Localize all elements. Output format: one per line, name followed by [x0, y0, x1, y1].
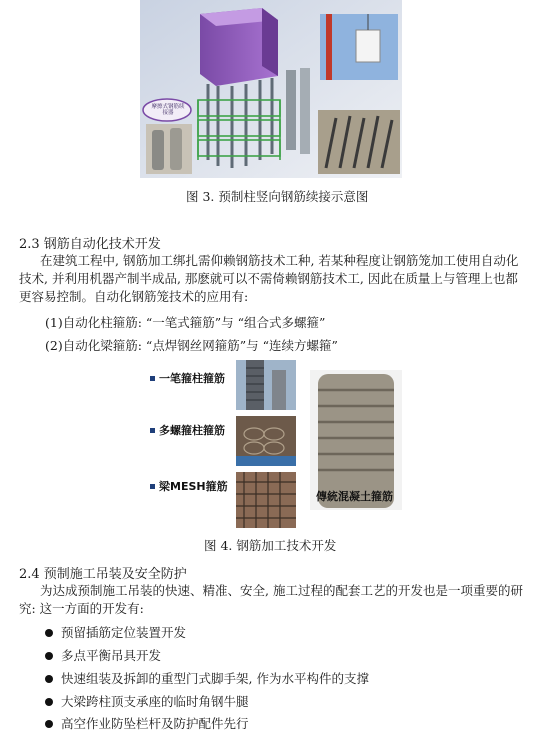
coupler-callout: 摩擦式钢筋续接器 — [151, 104, 185, 116]
bullet-icon — [45, 720, 53, 728]
section-2-4-heading: 2.4 预制施工吊装及安全防护 — [19, 567, 187, 582]
figure-3-image — [140, 0, 402, 178]
photo-beam-mesh-hoop — [236, 472, 296, 528]
auto-beam-hoop-item: (2)自动化梁箍筋: “点焊钢丝网箍筋”与 “连续方螺箍” — [45, 338, 338, 353]
bullet-icon — [45, 629, 53, 637]
bullet-item: 大梁跨柱顶支承座的临时角钢牛腿 — [45, 692, 249, 710]
bullet-icon — [45, 698, 53, 706]
figure-4-image — [150, 360, 408, 530]
bullet-icon — [45, 675, 53, 683]
photo-multi-spiral-hoop — [236, 416, 296, 466]
label-beam-mesh-hoop: 梁MESH箍筋 — [150, 478, 228, 494]
label-multi-spiral-hoop: 多螺箍柱箍筋 — [150, 422, 225, 438]
photo-one-stroke-hoop — [236, 360, 296, 410]
figure-4-caption: 图 4. 钢筋加工技术开发 — [204, 538, 337, 553]
section-2-3-para-line-3: 更容易控制。自动化钢筋笼技术的应用有: — [19, 289, 249, 304]
bullet-item: 高空作业防坠栏杆及防护配件先行 — [45, 714, 249, 732]
section-2-4-para-line-1: 为达成预制施工吊装的快速、精准、安全, 施工过程的配套工艺的开发也是一项重要的研 — [40, 583, 523, 598]
section-2-3-para-line-2: 技术, 并利用机器产制半成品, 那麽就可以不需倚赖钢筋技术工, 因此在质量上与管理上也都 — [19, 271, 518, 286]
label-traditional-concrete-hoop: 傳統混凝土箍筋 — [316, 490, 393, 503]
label-one-stroke-hoop: 一笔箍柱箍筋 — [150, 370, 225, 386]
bullet-item: 快速组装及拆卸的重型门式脚手架, 作为水平构件的支撑 — [45, 669, 369, 687]
figure-3-caption: 图 3. 预制柱竖向钢筋续接示意图 — [186, 189, 369, 204]
auto-column-hoop-item: (1)自动化柱箍筋: “一笔式箍筋”与 “组合式多螺箍” — [45, 315, 326, 330]
bullet-icon — [45, 652, 53, 660]
section-2-4-para-line-2: 究: 这一方面的开发有: — [19, 601, 144, 616]
section-2-3-heading: 2.3 钢筋自动化技术开发 — [19, 237, 161, 252]
bullet-item: 多点平衡吊具开发 — [45, 646, 161, 664]
precast-column-rebar-illustration — [140, 0, 402, 178]
section-2-3-para-line-1: 在建筑工程中, 钢筋加工绑扎需仰赖钢筋技术工种, 若某种程度让钢筋笼加工使用自动化 — [40, 253, 519, 268]
bullet-item: 预留插筋定位装置开发 — [45, 623, 186, 641]
